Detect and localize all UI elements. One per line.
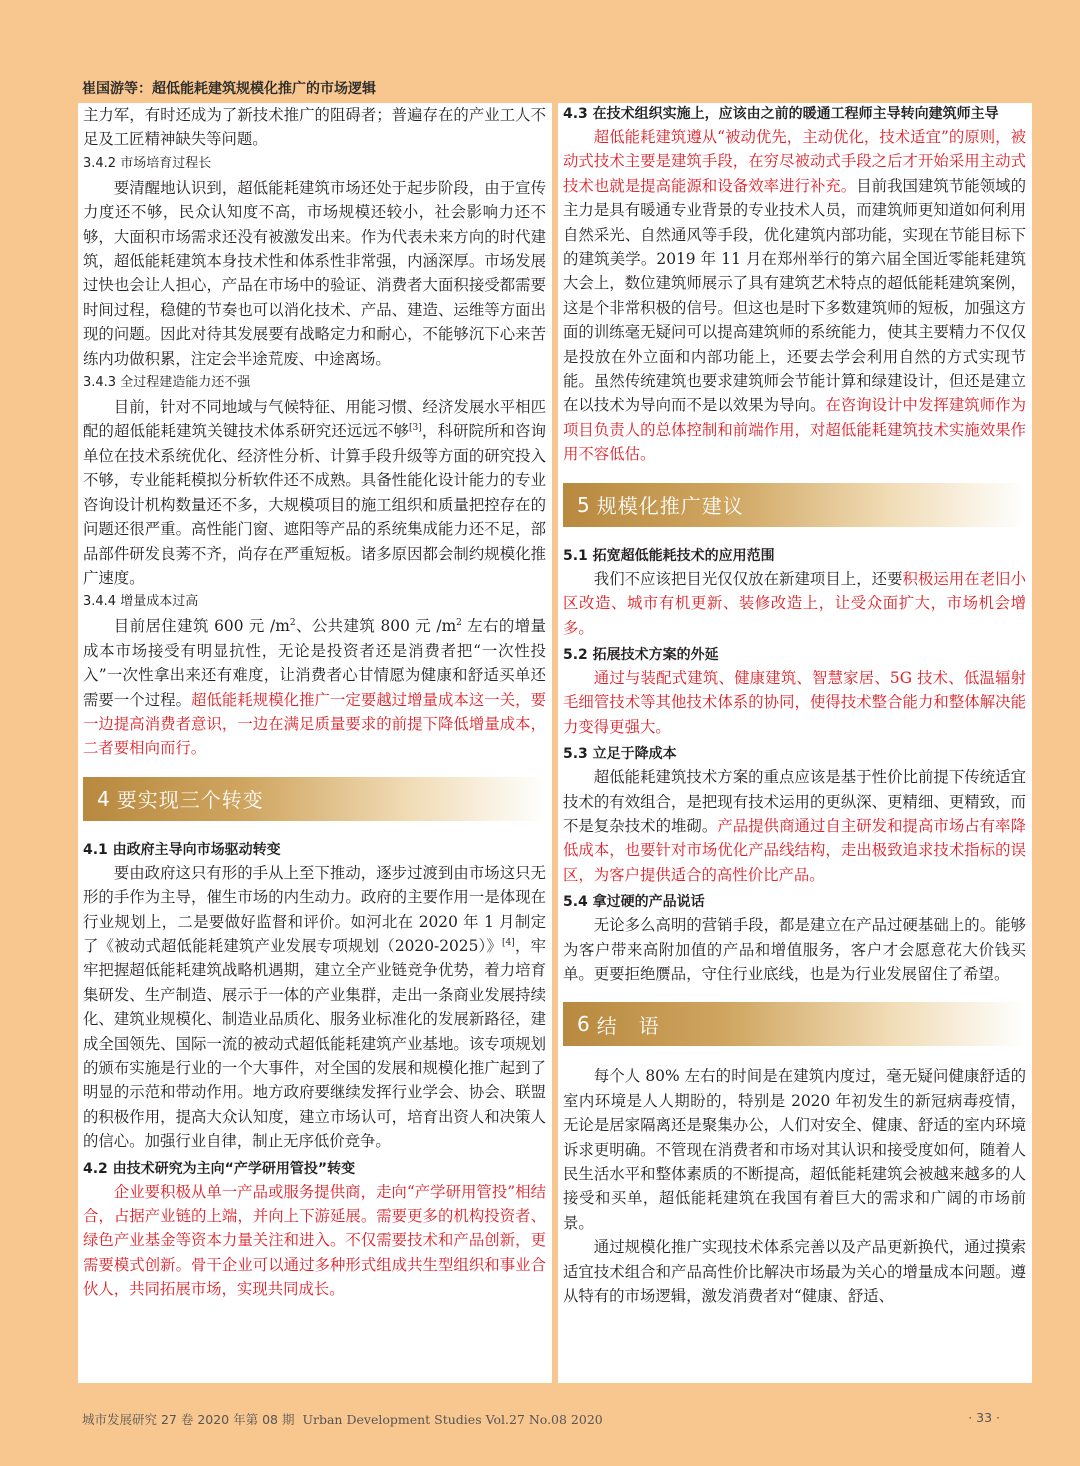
section-title: 规模化推广建议 [596,494,744,519]
highlighted-text: 超低能耗规模化推广一定要越过增量成本这一关，要一边提高消费者意识，一边在满足质量要求的前提下降低增量成本，二者要相向而行。 [83,690,546,758]
page-number: · 33 · [968,1410,1000,1425]
highlighted-text: 积极运用在老旧小区改造、城市有机更新、装修改造上，让受众面扩大，市场机会增多。 [563,569,1026,637]
section-title: 要实现三个转变 [116,788,264,813]
paragraph [83,395,546,590]
left-column [78,103,552,1383]
highlighted-text: 在咨询设计中发挥建筑师作为项目负责人的总体控制和前端作用，对超低能耗建筑技术实施效果作用不容低估。 [563,396,1026,464]
citation: [4] [502,937,515,948]
paragraph [563,125,1026,467]
section-heading [83,777,546,821]
running-head: 崔国游等：超低能耗建筑规模化推广的市场逻辑 [82,81,376,97]
text: 要由政府这只有形的手从上至下推动，逐步过渡到由市场这只无形的手作为主导，催生市场的内生动力。政府的主要作用一是体现在行业规划上，二是要做好监督和评价。如河北在 2020 年 1 月制定了《被动式超低能耗建筑产业发展专项规划（2020-2025）》 [83,863,546,955]
section-number: 4 [97,786,111,811]
section-number: 5 [577,492,591,517]
paragraph: 主力军，有时还成为了新技术推广的阻碍者；普遍存在的产业工人不足及工匠精神缺失等问题。 [83,106,546,149]
subsection-heading: 4.3 在技术组织实施上，应该由之前的暖通工程师主导转向建筑师主导 [563,106,999,122]
right-column [558,103,1032,1383]
subsection-heading: 5.4 拿过硬的产品说话 [563,894,705,911]
paragraph [83,614,546,760]
paragraph: 无论多么高明的营销手段，都是建立在产品过硬基础上的。能够为客户带来高附加值的产品和增值服务，客户才会愿意花大价钱买单。更要拒绝赝品，守住行业底线，也是为行业发展留住了希望。 [563,916,1026,983]
text: ，科研院所和咨询单位在技术系统优化、经济性分析、计算手段升级等方面的研究投入不够，专业能耗模拟分析软件还不成熟。具备性能化设计能力的专业咨询设计机构数量还不多，大规模项目的施工组织和质量把控存在的问题还很严重。高性能门窗、遮阳等产品的系统集成能力还不足，部品部件研发良莠不齐，尚存在严重短板。诸多原因都会制约规模化推广速度。 [83,422,546,587]
paragraph [563,765,1026,887]
text: 目前，针对不同地域与气候特征、用能习惯、经济发展水平相匹配的超低能耗建筑关键技术体系研究还远远不够 [83,398,546,441]
paragraph: 通过与装配式建筑、健康建筑、智慧家居、5G 技术、低温辐射毛细管技术等其他技术体系的协同，使得技术整合能力和整体解决能力变得更强大。 [563,668,1026,736]
subsection-heading: 3.4.2 市场培育过程长 [83,155,212,171]
subsection-heading: 5.1 拓宽超低能耗技术的应用范围 [563,547,775,564]
text: 、公共建筑 800 元 /m [295,617,457,636]
paragraph [563,567,1026,640]
subsection-heading: 3.4.3 全过程建造能力还不强 [83,375,251,391]
journal-cn: 城市发展研究 27 卷 2020 年第 08 期 [82,1412,295,1427]
section-heading [563,1002,1026,1046]
text: 目前居住建筑 600 元 /m [113,617,290,636]
highlighted-text: 超低能耗建筑遵从“被动优先，主动优化，技术适宜”的原则，被动式技术主要是建筑手段，在穷尽被动式手段之后才开始采用主动式技术也就是提高能源和设备效率进行补充。 [563,128,1026,195]
paragraph: 通过规模化推广实现技术体系完善以及产品更新换代，通过摸索适宜技术组合和产品高性价比解决市场最为关心的增量成本问题。遵从特有的市场逻辑，激发消费者对“健康、舒适、 [563,1238,1026,1306]
subsection-heading: 5.3 立足于降成本 [563,746,677,763]
subsection-heading: 3.4.4 增量成本过高 [83,594,199,610]
paragraph: 每个人 80% 左右的时间是在建筑内度过，毫无疑问健康舒适的室内环境是人人期盼的，特别是 2020 年初发生的新冠病毒疫情，无论是居家隔离还是聚集办公，人们对安全、健康、舒适的室内环境诉求更明确。不管现在消费者和市场对其认识和接受度如何，随着人民生活水平和整体素质的不断提高，超低能耗建筑会被越来越多的人接受和买单，超低能耗建筑在我国有着巨大的需求和广阔的市场前景。 [563,1067,1026,1232]
text: 我们不应该把目光仅仅放在新建项目上，还要 [593,569,903,588]
text: ，牢牢把握超低能耗建筑战略机遇期，建立全产业链竞争优势，着力培育集研发、生产制造、展示于一体的产业集群，走出一条商业发展持续化、建筑业规模化、制造业品质化、服务业标准化的发展新路径，建成全国领先、国际一流的被动式超低能耗建筑产业基地。该专项规划的颁布实施是行业的一个大事件，对全国的发展和规模化推广起到了明显的示范和带动作用。地方政府要继续发挥行业学会、协会、联盟的积极作用，提高大众认知度，建立市场认可，培育出资人和决策人的信心。加强行业自律，制止无序低价竞争。 [83,936,546,1151]
section-number: 6 [577,1012,591,1037]
journal-info [82,1410,603,1428]
subsection-heading: 4.2 由技术研究为主向“产学研用管投”转变 [83,1160,356,1177]
paragraph [83,861,546,1154]
subsection-heading: 4.1 由政府主导向市场驱动转变 [83,841,281,858]
highlighted-text: 产品提供商通过自主研发和提高市场占有率降低成本，也要针对市场优化产品线结构，走出极致追求技术指标的误区，为客户提供适合的高性价比产品。 [563,816,1026,884]
text: 左右的增量成本市场接受有明显抗性，无论是投资者还是消费者把“一次性投入”一次性拿出来还有难度，让消费者心甘情愿为健康和舒适买单还需要一个过程。 [83,617,546,709]
superscript: 2 [289,618,296,629]
section-title: 结 语 [596,1013,660,1038]
page-footer [82,1410,1000,1428]
section-heading [563,483,1026,527]
journal-en: Urban Development Studies Vol.27 No.08 2020 [302,1412,603,1427]
text: 目前我国建筑节能领域的主力是具有暖通专业背景的专业技术人员，而建筑师更知道如何利用自然采光、自然通风等手段，优化建筑内部功能，实现在节能目标下的建筑美学。2019 年 11 月在郑州举行的第六届全国近零能耗建筑大会上，数位建筑师展示了具有建筑艺术特点的超低能耗建筑案例，这是个非常积极的信号。但这也是时下多数建筑师的短板，加强这方面的训练毫无疑问可以提高建筑师的系统能力，使其主要精力不仅仅是投放在外立面和内部功能上，还要去学会利用自然的方式实现节能。虽然传统建筑也要求建筑师会节能计算和绿建设计，但还是建立在以技术为导向而不是以效果为导向。 [563,176,1026,415]
text: 超低能耗建筑技术方案的重点应该是基于性价比前提下传统适宜技术的有效组合，是把现有技术运用的更纵深、更精细、更精致，而不是复杂技术的堆砌。 [563,768,1026,835]
citation: [3] [409,423,422,434]
paragraph: 要清醒地认识到，超低能耗建筑市场还处于起步阶段，由于宣传力度还不够，民众认知度不高，市场规模还较小，社会影响力还不够，大面积市场需求还没有被激发出来。作为代表未来方向的时代建筑，超低能耗建筑本身技术性和体系性非常强，内涵深厚。市场发展过快也会让人担心，产品在市场中的验证、消费者大面积接受都需要时间过程，稳健的节奏也可以消化技术、产品、建造、运维等方面出现的问题。因此对待其发展要有战略定力和耐心，不能够沉下心来苦练内功做积累，注定会半途荒废、中途离场。 [83,178,546,368]
superscript: 2 [456,618,462,629]
paragraph: 企业要积极从单一产品或服务提供商，走向“产学研用管投”相结合，占据产业链的上端，并向上下游延展。需要更多的机构投资者、绿色产业基金等资本力量关注和进入。不仅需要技术和产品创新，更需要模式创新。骨干企业可以通过多种形式组成共生型组织和事业合伙人，共同拓展市场，实现共同成长。 [83,1182,546,1299]
subsection-heading: 5.2 拓展技术方案的外延 [563,646,719,663]
